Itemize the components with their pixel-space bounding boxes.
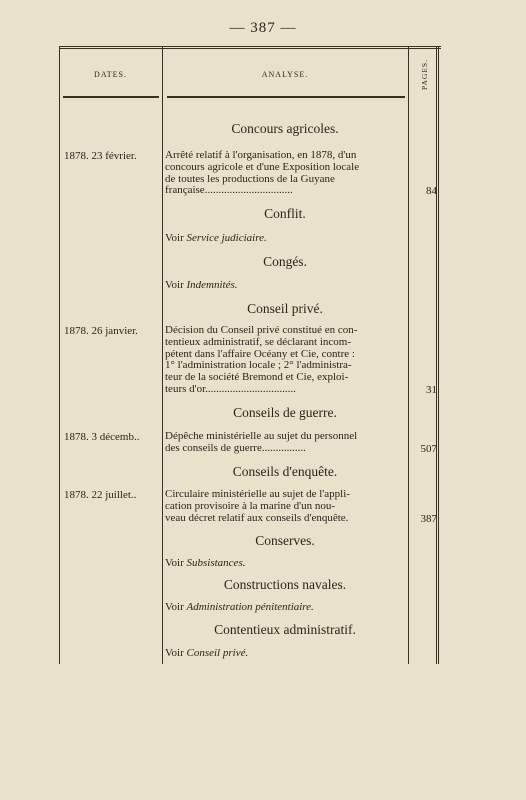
- entry-line: teurs d'or.................................: [165, 383, 296, 395]
- entry-text: [165, 431, 408, 455]
- column-rule: [408, 46, 409, 664]
- entry-line: française................................: [165, 185, 293, 197]
- see-target: Indemnités.: [186, 279, 238, 291]
- column-rule: [59, 46, 60, 664]
- entry-line: pétent dans l'affaire Océany et Cie, contre :: [165, 348, 355, 360]
- column-rule: [162, 46, 163, 664]
- entry-line: Dépêche ministérielle au sujet du personnel: [165, 431, 358, 442]
- header-rule: [167, 96, 405, 98]
- entry-line: de toutes les productions de la Guyane: [165, 173, 335, 185]
- see-label: Voir: [165, 647, 184, 659]
- header-pages: PAGES.: [420, 59, 429, 90]
- section-heading: Conseils de guerre.: [233, 405, 337, 420]
- entry-page: 31: [426, 384, 437, 396]
- header-rule: [63, 96, 159, 98]
- page-number: — 387 —: [229, 20, 297, 36]
- header-dates: DATES.: [94, 70, 127, 79]
- see-label: Voir: [165, 601, 184, 613]
- see-reference: [165, 647, 248, 659]
- see-label: Voir: [165, 232, 184, 244]
- section-heading: Conseils d'enquête.: [232, 464, 338, 479]
- section-heading: Contentieux administratif.: [214, 622, 356, 637]
- see-target: Conseil privé.: [186, 647, 249, 659]
- entry-page: 387: [420, 513, 437, 525]
- column-rule: [436, 46, 439, 664]
- entry-line: Décision du Conseil privé constitué en con-: [165, 325, 358, 336]
- entry-page: 507: [420, 443, 437, 455]
- entry-line: Circulaire ministérielle au sujet de l'appli-: [165, 489, 350, 500]
- entry-line: veau décret relatif aux conseils d'enquête.: [165, 512, 349, 524]
- entry-line: concours agricole et d'une Exposition locale: [165, 161, 360, 173]
- see-reference: [165, 232, 267, 244]
- see-label: Voir: [165, 279, 184, 291]
- entry-line: 1° l'administration locale ; 2° l'administra-: [165, 360, 352, 372]
- entry-line: des conseils de guerre................: [165, 442, 306, 454]
- entry-line: Arrêté relatif à l'organisation, en 1878, d'un: [165, 150, 357, 161]
- see-reference: [165, 279, 238, 291]
- entry-date: 1878. 3 décemb..: [64, 431, 140, 443]
- section-heading: Conflit.: [264, 206, 306, 221]
- entry-text: [165, 150, 408, 197]
- entry-text: [165, 489, 408, 524]
- header-analyse: ANALYSE.: [261, 70, 309, 79]
- top-rule: [59, 46, 441, 49]
- section-heading: Congés.: [263, 254, 307, 269]
- entry-page: 84: [426, 185, 437, 197]
- entry-date: 1878. 26 janvier.: [64, 325, 138, 337]
- section-heading: Conserves.: [255, 533, 315, 548]
- see-target: Administration pénitentiaire.: [186, 601, 314, 613]
- see-reference: [165, 557, 245, 569]
- entry-text: [165, 325, 408, 396]
- section-heading: Constructions navales.: [223, 577, 347, 592]
- section-heading: Conseil privé.: [247, 301, 323, 316]
- entry-line: cation provisoire à la marine d'un nou-: [165, 500, 335, 512]
- entry-line: teur de la société Bremond et Cie, exploi-: [165, 372, 349, 384]
- see-reference: [165, 601, 314, 613]
- entry-line: tentieux administratif, se déclarant incom-: [165, 336, 352, 348]
- section-heading: Concours agricoles.: [231, 121, 339, 136]
- entry-date: 1878. 22 juillet..: [64, 489, 137, 501]
- see-target: Service judiciaire.: [186, 232, 267, 244]
- see-target: Subsistances.: [186, 557, 246, 569]
- see-label: Voir: [165, 557, 184, 569]
- entry-date: 1878. 23 février.: [64, 150, 137, 162]
